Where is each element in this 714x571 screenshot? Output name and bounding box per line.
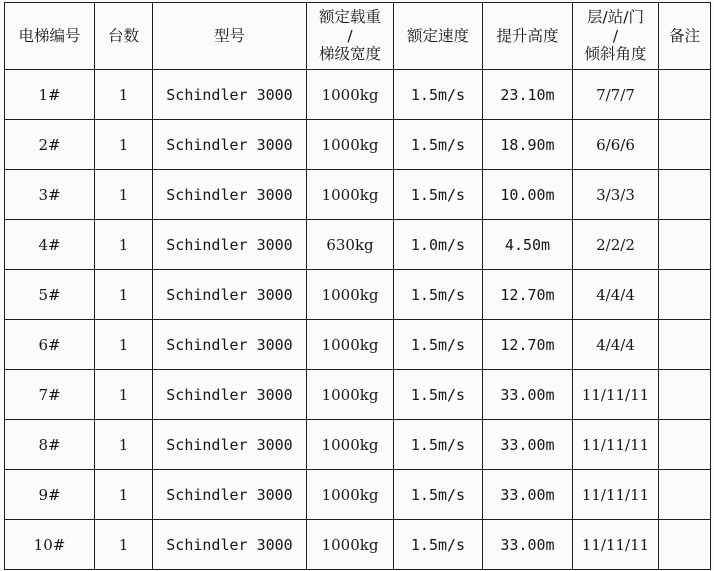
cell-load: 1000kg <box>307 320 394 370</box>
cell-load: 1000kg <box>307 70 394 120</box>
table-body <box>5 70 711 570</box>
cell-floors: 11/11/11 <box>573 470 659 520</box>
cell-quantity: 1 <box>95 470 153 520</box>
cell-remarks <box>659 270 711 320</box>
cell-speed: 1.5m/s <box>394 370 483 420</box>
cell-remarks <box>659 470 711 520</box>
cell-remarks <box>659 420 711 470</box>
cell-model: Schindler 3000 <box>153 470 307 520</box>
header-quantity: 台数 <box>95 3 153 70</box>
cell-load: 1000kg <box>307 120 394 170</box>
table-row <box>5 320 711 370</box>
header-load-line1: 额定载重 <box>318 8 381 27</box>
cell-floors: 11/11/11 <box>573 370 659 420</box>
header-elevator-no: 电梯编号 <box>5 3 95 70</box>
cell-quantity: 1 <box>95 220 153 270</box>
cell-quantity: 1 <box>95 70 153 120</box>
cell-quantity: 1 <box>95 370 153 420</box>
cell-speed: 1.5m/s <box>394 320 483 370</box>
cell-floors: 7/7/7 <box>573 70 659 120</box>
cell-remarks <box>659 520 711 570</box>
header-load-line2: 梯级宽度 <box>318 45 381 64</box>
cell-speed: 1.5m/s <box>394 270 483 320</box>
table-row <box>5 470 711 520</box>
cell-quantity: 1 <box>95 520 153 570</box>
cell-quantity: 1 <box>95 270 153 320</box>
cell-elevator-no: 7# <box>5 370 95 420</box>
cell-speed: 1.0m/s <box>394 220 483 270</box>
cell-floors: 4/4/4 <box>573 270 659 320</box>
cell-model: Schindler 3000 <box>153 220 307 270</box>
cell-rise: 4.50m <box>483 220 573 270</box>
cell-model: Schindler 3000 <box>153 420 307 470</box>
cell-elevator-no: 8# <box>5 420 95 470</box>
cell-load: 1000kg <box>307 170 394 220</box>
cell-speed: 1.5m/s <box>394 170 483 220</box>
table-row <box>5 520 711 570</box>
header-floors-separator: / <box>612 26 619 45</box>
cell-rise: 33.00m <box>483 420 573 470</box>
cell-rise: 12.70m <box>483 320 573 370</box>
cell-elevator-no: 3# <box>5 170 95 220</box>
header-model: 型号 <box>153 3 307 70</box>
cell-floors: 6/6/6 <box>573 120 659 170</box>
cell-rise: 18.90m <box>483 120 573 170</box>
cell-elevator-no: 1# <box>5 70 95 120</box>
table-row <box>5 420 711 470</box>
table-row <box>5 370 711 420</box>
table-row <box>5 220 711 270</box>
header-row <box>5 3 711 70</box>
cell-model: Schindler 3000 <box>153 70 307 120</box>
cell-load: 1000kg <box>307 420 394 470</box>
cell-model: Schindler 3000 <box>153 520 307 570</box>
header-load-separator: / <box>347 26 353 45</box>
header-floors <box>573 3 659 70</box>
table-row <box>5 270 711 320</box>
cell-speed: 1.5m/s <box>394 520 483 570</box>
cell-elevator-no: 5# <box>5 270 95 320</box>
cell-remarks <box>659 170 711 220</box>
cell-elevator-no: 2# <box>5 120 95 170</box>
table-row <box>5 120 711 170</box>
cell-elevator-no: 10# <box>5 520 95 570</box>
header-floors-line1: 层/站/门 <box>587 8 644 27</box>
cell-load: 1000kg <box>307 270 394 320</box>
cell-elevator-no: 9# <box>5 470 95 520</box>
cell-speed: 1.5m/s <box>394 120 483 170</box>
cell-speed: 1.5m/s <box>394 420 483 470</box>
cell-floors: 11/11/11 <box>573 420 659 470</box>
cell-model: Schindler 3000 <box>153 370 307 420</box>
cell-load: 630kg <box>307 220 394 270</box>
cell-rise: 12.70m <box>483 270 573 320</box>
header-load <box>307 3 394 70</box>
cell-quantity: 1 <box>95 320 153 370</box>
cell-speed: 1.5m/s <box>394 470 483 520</box>
cell-floors: 2/2/2 <box>573 220 659 270</box>
cell-floors: 4/4/4 <box>573 320 659 370</box>
cell-rise: 10.00m <box>483 170 573 220</box>
cell-model: Schindler 3000 <box>153 270 307 320</box>
header-speed: 额定速度 <box>394 3 483 70</box>
cell-speed: 1.5m/s <box>394 70 483 120</box>
cell-remarks <box>659 370 711 420</box>
cell-elevator-no: 6# <box>5 320 95 370</box>
header-remarks: 备注 <box>659 3 711 70</box>
cell-remarks <box>659 220 711 270</box>
cell-floors: 11/11/11 <box>573 520 659 570</box>
cell-load: 1000kg <box>307 520 394 570</box>
cell-quantity: 1 <box>95 420 153 470</box>
cell-model: Schindler 3000 <box>153 320 307 370</box>
table-row <box>5 70 711 120</box>
cell-quantity: 1 <box>95 120 153 170</box>
cell-elevator-no: 4# <box>5 220 95 270</box>
cell-load: 1000kg <box>307 470 394 520</box>
cell-model: Schindler 3000 <box>153 120 307 170</box>
cell-rise: 33.00m <box>483 370 573 420</box>
cell-remarks <box>659 320 711 370</box>
cell-rise: 33.00m <box>483 470 573 520</box>
elevator-spec-table <box>4 2 711 570</box>
cell-rise: 33.00m <box>483 520 573 570</box>
cell-model: Schindler 3000 <box>153 170 307 220</box>
table-row <box>5 170 711 220</box>
header-rise: 提升高度 <box>483 3 573 70</box>
cell-rise: 23.10m <box>483 70 573 120</box>
table-header <box>5 3 711 70</box>
cell-floors: 3/3/3 <box>573 170 659 220</box>
cell-load: 1000kg <box>307 370 394 420</box>
cell-remarks <box>659 120 711 170</box>
cell-quantity: 1 <box>95 170 153 220</box>
cell-remarks <box>659 70 711 120</box>
header-floors-line2: 倾斜角度 <box>584 45 647 64</box>
